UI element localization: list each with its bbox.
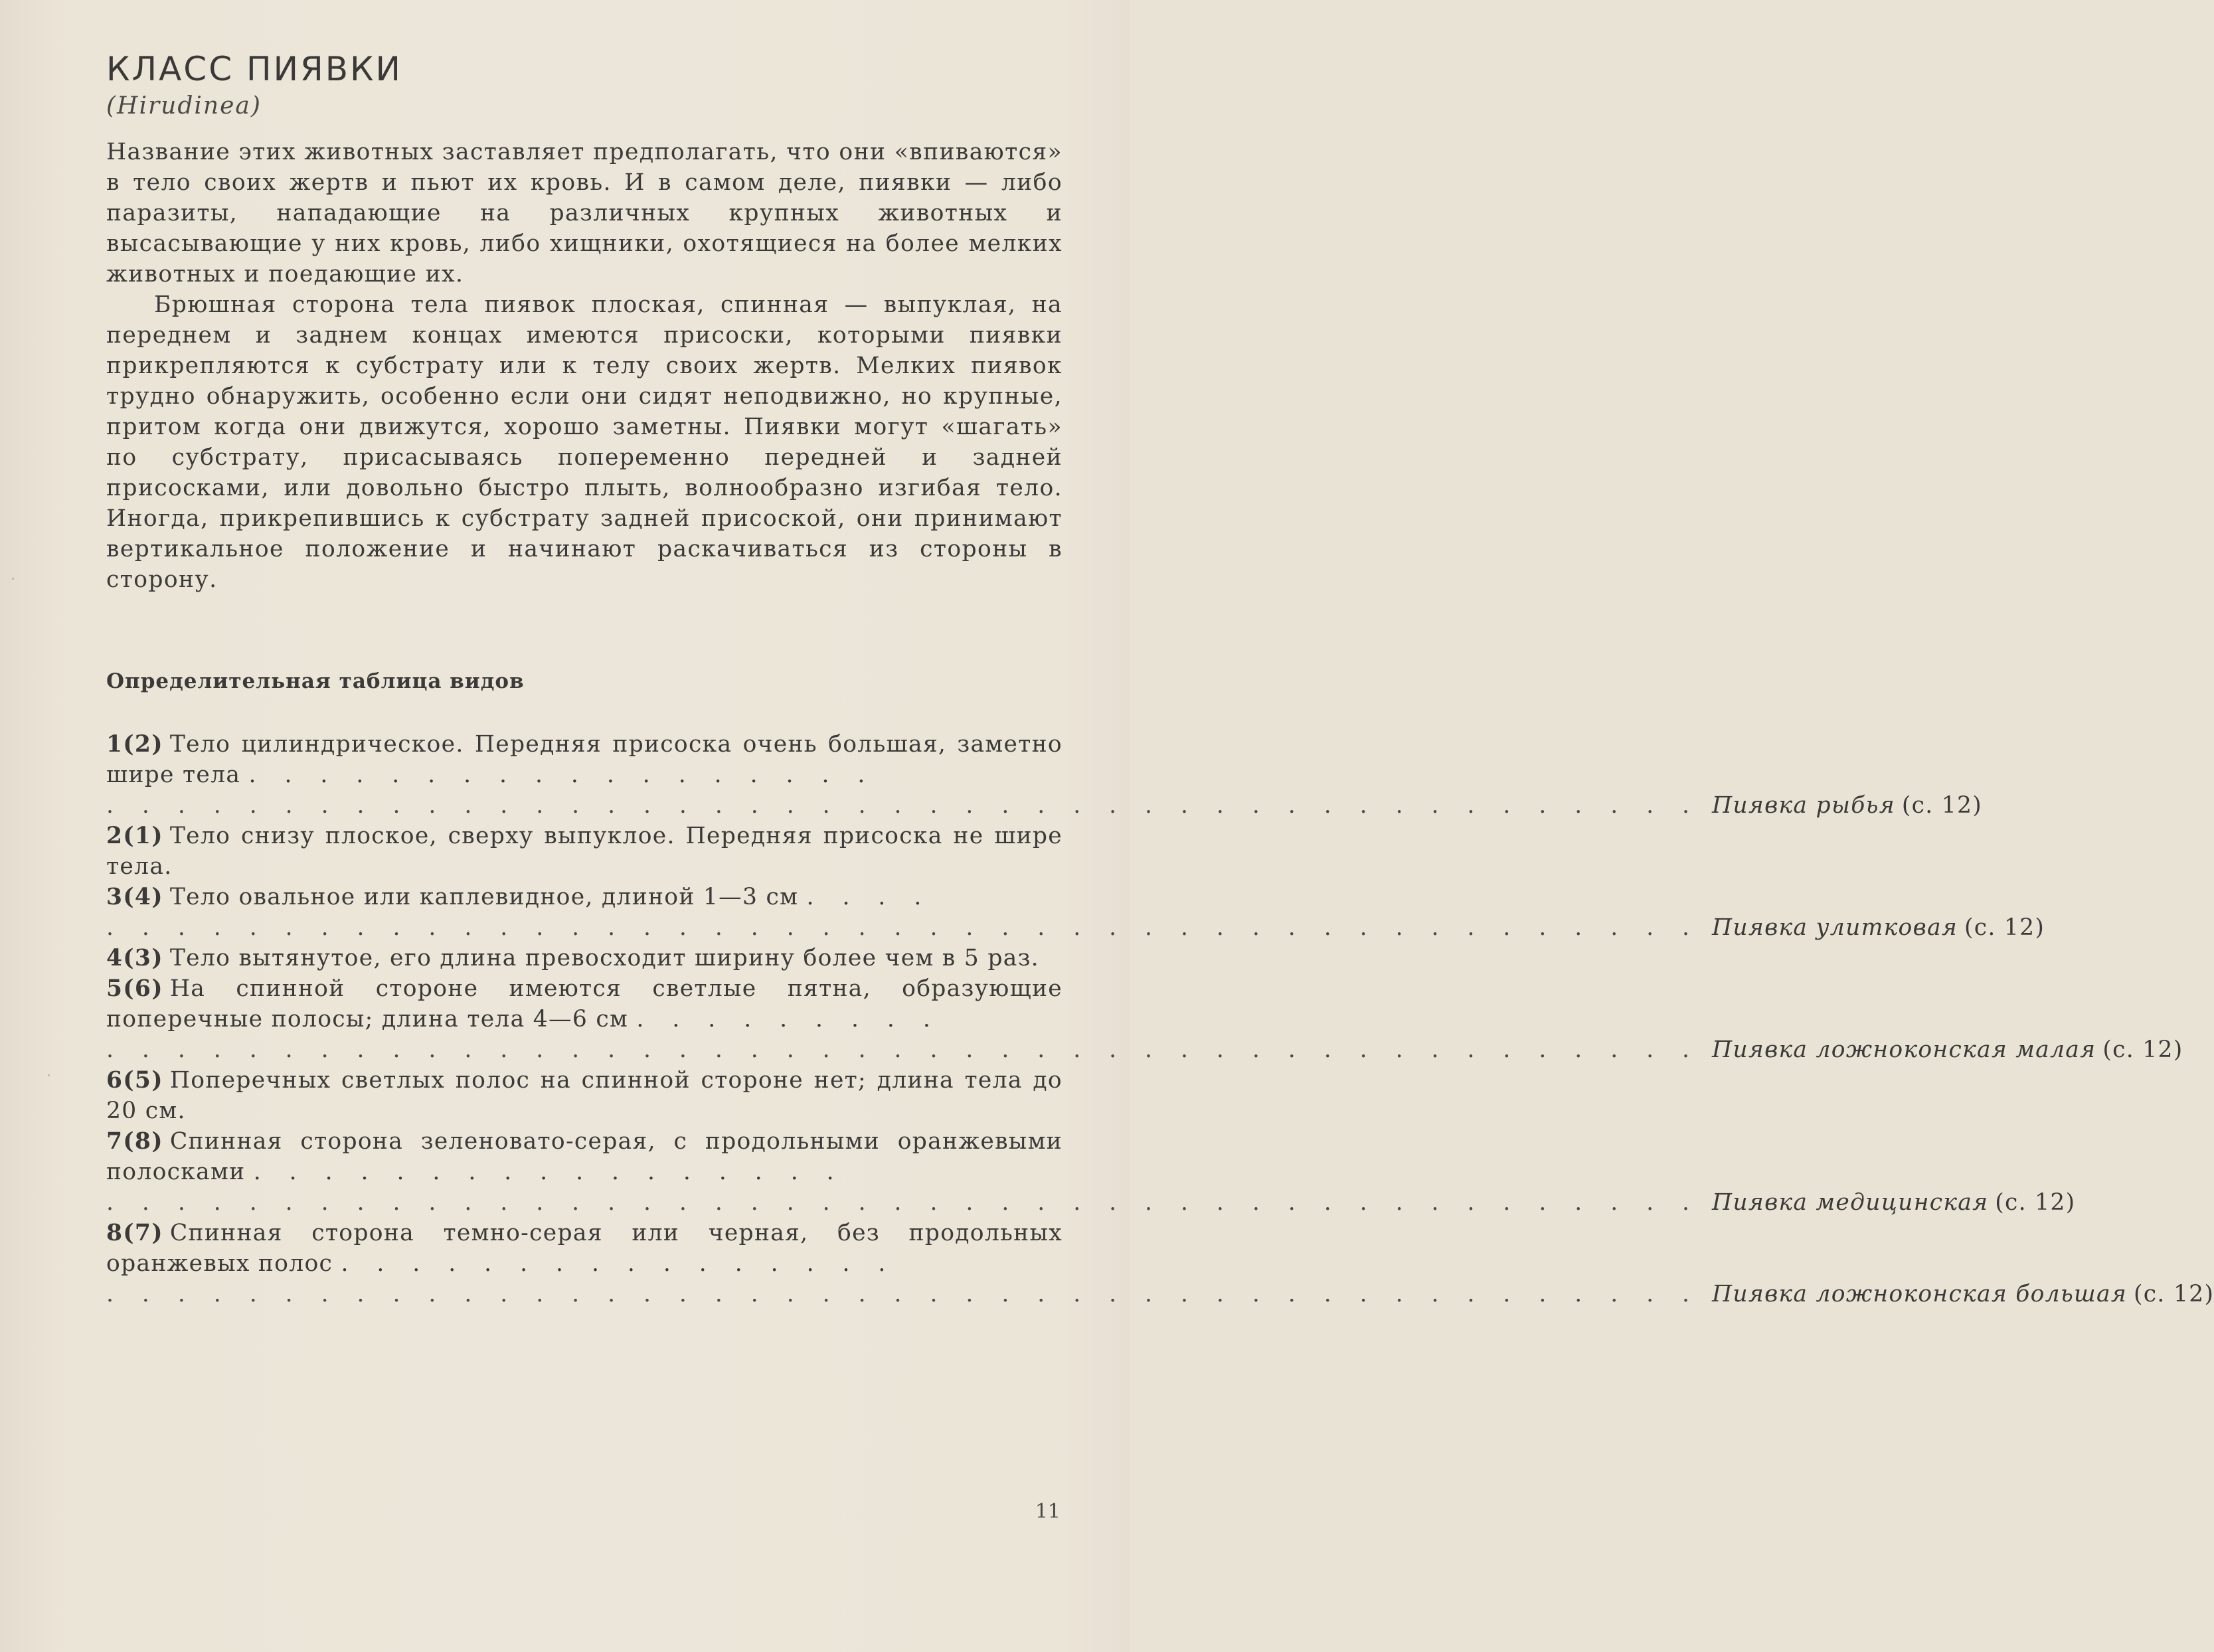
key-entry	[106, 729, 1983, 821]
key-entry-description: Спинная сторона зеленовато-серая, с продольными оранжевыми полосками	[106, 1128, 1063, 1185]
key-entry-number: 1(2)	[106, 731, 163, 758]
key-entry-number: 3(4)	[106, 884, 163, 910]
species-name: Пиявка ложноконская малая	[1712, 1036, 2096, 1063]
dot-leader: . . . . . . . . . . . . . . . . . . . . . . . . . . . . . . . . . . . . . . . . . . . . .	[106, 1189, 1701, 1216]
dot-leader: . . . . . . . . . . . . . . . . . .	[248, 762, 876, 788]
page-reference: (с. 12)	[1964, 914, 2045, 941]
key-result-line	[106, 1034, 2183, 1065]
dot-leader: . . . .	[806, 884, 932, 910]
key-result-line	[106, 1279, 2214, 1309]
key-heading: Определительная таблица видов	[106, 669, 525, 693]
dot-leader: . . . . . . . . . . . . . . . . . . . . . . . . . . . . . . . . . . . . . . . . . . . . .	[106, 792, 1701, 819]
key-entry-description: На спинной стороне имеются светлые пятна, образующие поперечные полосы; длина тела 4—6 см	[106, 975, 1063, 1032]
key-entry	[106, 882, 2045, 943]
key-entry-description: Тело вытянутое, его длина превосходит ширину более чем в 5 раз.	[169, 945, 1039, 971]
key-entry-text	[106, 1218, 1063, 1279]
key-entry	[106, 821, 1063, 882]
key-entry-number: 8(7)	[106, 1220, 163, 1246]
dot-leader: . . . . . . . . . . . . . . . . . . . . . . . . . . . . . . . . . . . . . . . . . . . . .	[106, 914, 1701, 941]
intro-paragraph-1: Название этих животных заставляет предполагать, что они «впиваются» в тело своих жертв и пьют их кровь. И в самом деле, пиявки — либо паразиты, нападающие на различных крупных животных и высасывающие у них кровь, либо хищники, охотящиеся на более мелких животных и поедающие их.	[106, 139, 1063, 288]
dot-leader: . . . . . . . . .	[636, 1006, 941, 1032]
key-entry	[106, 973, 2183, 1065]
key-entry-text	[106, 729, 1063, 790]
key-entry-number: 4(3)	[106, 945, 163, 971]
dot-leader: . . . . . . . . . . . . . . . .	[341, 1250, 896, 1277]
key-result-line	[106, 912, 2045, 943]
dot-leader: . . . . . . . . . . . . . . . . .	[253, 1159, 845, 1185]
key-entry-text	[106, 1126, 1063, 1187]
key-entry-text	[106, 943, 1063, 973]
page-number: 11	[1035, 1500, 1061, 1523]
key-entry-text	[106, 821, 1063, 882]
page-reference: (с. 12)	[1901, 792, 1983, 819]
species-name: Пиявка медицинская	[1712, 1189, 1989, 1216]
key-entry-number: 7(8)	[106, 1128, 163, 1155]
key-entry-text	[106, 1065, 1063, 1126]
species-name: Пиявка улитковая	[1712, 914, 1958, 941]
page-content	[106, 48, 2214, 1309]
key-entry-description: Спинная сторона темно-серая или черная, без продольных оранжевых полос	[106, 1220, 1063, 1277]
key-entry-description: Тело цилиндрическое. Передняя присоска очень большая, заметно шире тела	[106, 731, 1063, 788]
page-reference: (с. 12)	[2102, 1036, 2183, 1063]
key-entry-number: 5(6)	[106, 975, 163, 1002]
paper-speck	[48, 1074, 50, 1076]
key-entry-text	[106, 973, 1063, 1034]
species-name: Пиявка ложноконская большая	[1712, 1281, 2128, 1307]
key-entry-text	[106, 882, 1063, 912]
key-entry	[106, 1218, 2214, 1309]
key-entry-description: Тело снизу плоское, сверху выпуклое. Передняя присоска не шире тела.	[106, 823, 1063, 880]
latin-name: (Hirudinea)	[106, 92, 262, 120]
intro-paragraph-2: Брюшная сторона тела пиявок плоская, спинная — выпуклая, на переднем и заднем концах имеются присоски, которыми пиявки прикрепляются к субстрату или к телу своих жертв. Мелких пиявок трудно обнаружить, особенно если они сидят неподвижно, но крупные, притом когда они движутся, хорошо заметны. Пиявки могут «шагать» по субстрату, присасываясь попеременно передней и задней присосками, или довольно быстро плыть, волнообразно изгибая тело. Иногда, прикрепившись к субстрату задней присоской, они принимают вертикальное положение и начинают раскачиваться из стороны в сторону.	[106, 291, 1063, 593]
key-entry-number: 6(5)	[106, 1067, 163, 1094]
dot-leader: . . . . . . . . . . . . . . . . . . . . . . . . . . . . . . . . . . . . . . . . . . . . .	[106, 1281, 1701, 1307]
key-result-line	[106, 790, 1983, 821]
species-name: Пиявка рыбья	[1712, 792, 1895, 819]
page-reference: (с. 12)	[2134, 1281, 2214, 1307]
identification-key	[106, 729, 2214, 1309]
dot-leader: . . . . . . . . . . . . . . . . . . . . . . . . . . . . . . . . . . . . . . . . . . . . .	[106, 1036, 1701, 1063]
page-reference: (с. 12)	[1995, 1189, 2076, 1216]
key-entry-description: Поперечных светлых полос на спинной стороне нет; длина тела до 20 см.	[106, 1067, 1063, 1124]
key-entry-description: Тело овальное или каплевидное, длиной 1—3 см	[169, 884, 799, 910]
key-result-line	[106, 1187, 2076, 1218]
key-entry	[106, 943, 1063, 973]
key-entry	[106, 1065, 1063, 1126]
key-entry	[106, 1126, 2076, 1218]
class-title: КЛАСС ПИЯВКИ	[106, 50, 402, 88]
paper-speck	[12, 578, 14, 580]
key-entry-number: 2(1)	[106, 823, 163, 849]
